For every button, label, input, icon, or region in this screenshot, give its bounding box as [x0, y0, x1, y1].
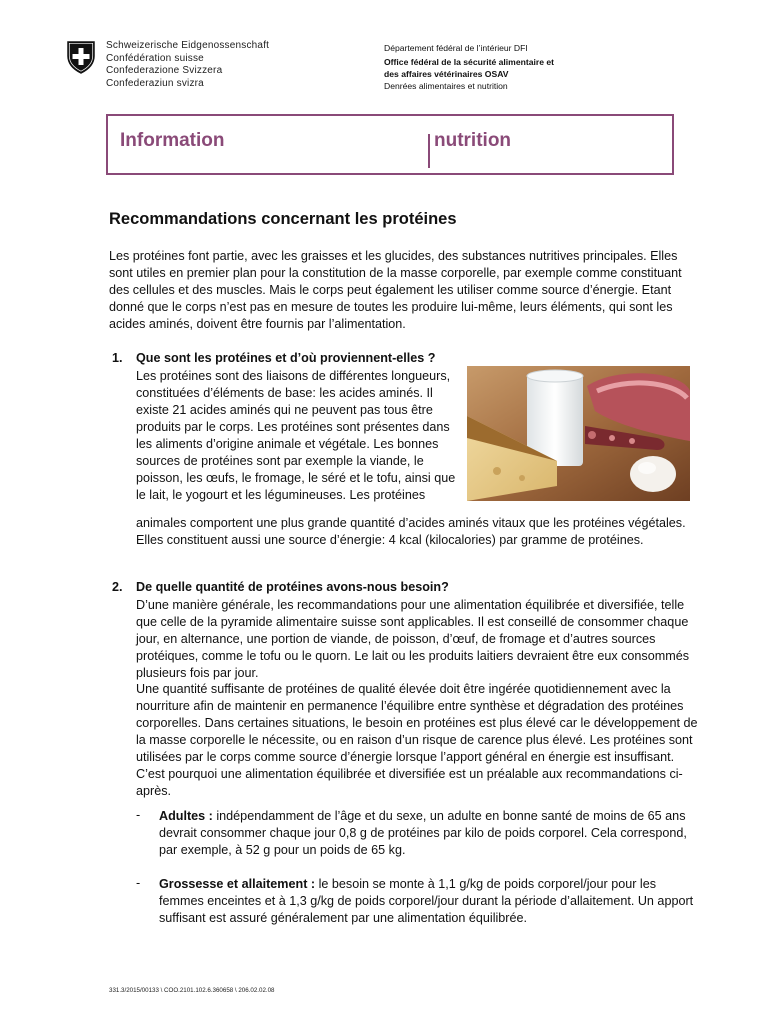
- department-block: [384, 42, 554, 92]
- section-number: 2.: [112, 580, 123, 594]
- section-heading: Que sont les protéines et d’où proviennent-elles ?: [136, 351, 436, 365]
- section-2-paragraph-1: D’une manière générale, les recommandations pour une alimentation équilibrée et diversifiée, telle que celle de la pyramide alimentaire suisse sont applicables. Il est conseillé de consommer chaque jour, en alternance, une portion de viande, de poisson, d’œuf, de fromage et d’autres sources protéiques, comme le tofu ou le quorn. Le lait ou les produits laitiers devraient être eux consommés plusieurs fois par jour.: [136, 598, 690, 680]
- banner-title-left: Information: [120, 130, 225, 151]
- section-2-paragraph-2: Une quantité suffisante de protéines de qualité élevée doit être ingérée quotidiennement avec la nourriture afin de maintenir en permanence l’équilibre entre synthèse et dégradation des protéines corporelles. Dans certaines situations, le besoin en protéines est plus élevé car le développement de la masse corporelle le nécessite, ou en raison d’un risque de carence plus élevé. Les protéines sont utilisées par le corps comme source d’énergie lorsque l’apport général en énergie est insuffisant. C’est pourquoi une alimentation équilibrée et diversifiée est un préalable aux recommandations ci-après.: [136, 682, 698, 798]
- protein-foods-photo: [467, 366, 690, 501]
- confed-line: Schweizerische Eidgenossenschaft: [106, 40, 270, 51]
- swiss-coat-of-arms-icon: [66, 40, 96, 74]
- bullet-text: le besoin se monte à 1,1 g/kg de poids corporel/jour pour les femmes enceintes et à 1,3 g/kg de poids corporel/jour durant la période d’allaitement. Un apport suffisant est assuré généralement par une alimentation équilibrée.: [159, 877, 694, 925]
- banner-title-right: nutrition: [434, 130, 512, 151]
- document-reference: 331.3/2015/00133 \ COO.2101.102.6.360658 \ 206.02.02.08: [109, 987, 275, 994]
- section-number: 1.: [112, 351, 123, 365]
- page-title: Recommandations concernant les protéines: [109, 210, 457, 228]
- confed-line: Confederaziun svizra: [106, 77, 204, 89]
- intro-paragraph: Les protéines font partie, avec les graisses et les glucides, des substances nutritives principales. Elles sont utiles en premier plan pour la constitution de la masse corporelle, par exemple comme constituant des cellules et des muscles. Mais le corps peut également les utiliser comme source d’énergie. Etant donné que le corps n’est pas en mesure de toutes les produire lui-même, leurs éléments, qui sont les acides aminés, doivent être fournis par l’alimentation.: [109, 249, 682, 331]
- information-banner: [106, 114, 674, 175]
- section-1-text-full: animales comportent une plus grande quantité d’acides aminés vitaux que les protéines végétales. Elles constituent aussi une source d’énergie: 4 kcal (kilocalories) par gramme de protéines.: [136, 516, 686, 547]
- office-name-line2: des affaires vétérinaires OSAV: [384, 69, 509, 79]
- bullet-label: Adultes :: [159, 809, 213, 823]
- confed-line: Confédération suisse: [106, 52, 204, 64]
- section-1-text-wrapped: Les protéines sont des liaisons de différentes longueurs, constituées d’éléments de base: les acides aminés. Il existe 21 acides aminés qui ne peuvent pas tous être produits par le corps. Les protéines sont présentes dans les aliments d’origine animale et végétale. Les bonnes sources de protéines sont par exemple la viande, le poisson, les œufs, le fromage, le séré et le tofu, ainsi que le lait, le yogourt et les légumineuses. Les protéines: [136, 369, 456, 502]
- department-name: Département fédéral de l’intérieur DFI: [384, 43, 528, 53]
- bullet-label: Grossesse et allaitement :: [159, 877, 316, 891]
- confed-line: Confederazione Svizzera: [106, 65, 223, 77]
- bullet-pregnancy: [159, 876, 699, 927]
- section-heading: De quelle quantité de protéines avons-nous besoin?: [136, 580, 449, 594]
- office-name-line1: Office fédéral de la sécurité alimentaire et: [384, 57, 555, 67]
- bullet-dash: -: [136, 808, 141, 822]
- bullet-dash: -: [136, 876, 141, 890]
- confederation-names: [106, 40, 269, 90]
- bullet-text: indépendamment de l’âge et du sexe, un adulte en bonne santé de moins de 65 ans devrait consommer chaque jour 0,8 g de protéines par kilo de poids corporel. Cela correspond, par exemple, à 52 g pour un poids de 65 kg.: [159, 809, 687, 857]
- banner-divider: [428, 134, 430, 168]
- division-name: Denrées alimentaires et nutrition: [384, 81, 508, 91]
- bullet-adults: [159, 808, 699, 859]
